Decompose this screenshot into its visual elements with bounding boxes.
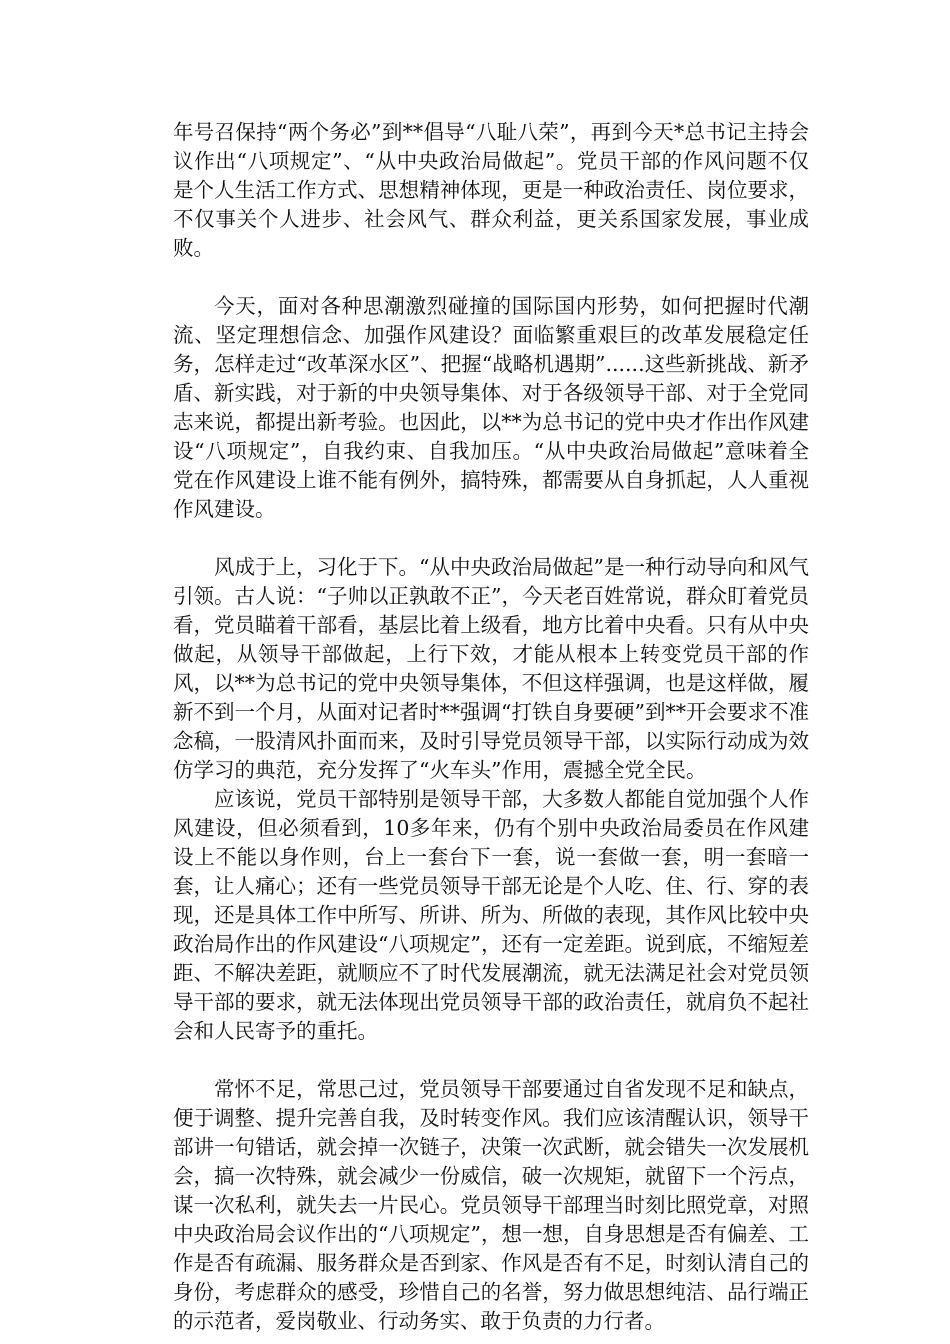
paragraph-gap xyxy=(173,524,809,553)
paragraph-1: 年号召保持“两个务必”到**倡导“八耻八荣”，再到今天*总书记主持会议作出“八项规定”、“从中央政治局做起”。党员干部的作风问题不仅是个人生活工作方式、思想精神体现，更是一种政治责任、岗位要求，不仅事关个人进步、社会风气、群众利益，更关系国家发展，事业成败。 xyxy=(173,120,809,260)
paragraph-3: 风成于上，习化于下。“从中央政治局做起”是一种行动导向和风气引领。古人说：“子帅以正孰敢不正”，今天老百姓常说，群众盯着党员看，党员瞄着干部看，基层比着上级看，地方比着中央看。只有从中央做起，从领导干部做起，上行下效，才能从根本上转变党员干部的作风，以**为总书记的党中央领导集体，不但这样强调，也是这样做，履新不到一个月，从面对记者时**强调“打铁自身要硬”到**开会要求不准念稿，一股清风扑面而来，及时引导党员领导干部，以实际行动成为效仿学习的典范，充分发挥了“火车头”作用，震撼全党全民。 xyxy=(173,555,809,782)
paragraph-4: 应该说，党员干部特别是领导干部，大多数人都能自觉加强个人作风建设，但必须看到，10多年来，仍有个别中央政治局委员在作风建设上不能以身作则，台上一套台下一套，说一套做一套，明一套暗一套，让人痛心；还有一些党员领导干部无论是个人吃、住、行、穿的表现，还是具体工作中所写、所讲、所为、所做的表现，其作风比较中央政治局作出的作风建设“八项规定”，还有一定差距。说到底，不缩短差距、不解决差距，就顺应不了时代发展潮流，就无法满足社会对党员领导干部的要求，就无法体现出党员领导干部的政治责任，就肩负不起社会和人民寄予的重托。 xyxy=(173,787,809,1043)
document-body xyxy=(173,118,809,1336)
paragraph-2: 今天，面对各种思潮激烈碰撞的国际国内形势，如何把握时代潮流、坚定理想信念、加强作风建设？面临繁重艰巨的改革发展稳定任务，怎样走过“改革深水区”、把握“战略机遇期”......这些新挑战、新矛盾、新实践，对于新的中央领导集体、对于各级领导干部、对于全党同志来说，都提出新考验。也因此，以**为总书记的党中央才作出作风建设“八项规定”，自我约束、自我加压。“从中央政治局做起”意味着全党在作风建设上谁不能有例外，搞特殊，都需要从自身抓起，人人重视作风建设。 xyxy=(173,294,809,521)
paragraph-gap xyxy=(173,1046,809,1075)
paragraph-5: 常怀不足，常思己过，党员领导干部要通过自省发现不足和缺点，便于调整、提升完善自我，及时转变作风。我们应该清醒认识，领导干部讲一句错话，就会掉一次链子，决策一次武断，就会错失一次发展机会，搞一次特殊，就会减少一份威信，破一次规矩，就留下一个污点，谋一次私利，就失去一片民心。党员领导干部理当时刻比照党章，对照中央政治局会议作出的“八项规定”，想一想，自身思想是否有偏差、工作是否有疏漏、服务群众是否到家、作风是否有不足，时刻认清自己的身份，考虑群众的感受，珍惜自己的名誉，努力做思想纯洁、品行端正的示范者，爱岗敬业、行动务实、敢于负责的力行者。 xyxy=(173,1077,809,1333)
paragraph-gap xyxy=(173,263,809,292)
